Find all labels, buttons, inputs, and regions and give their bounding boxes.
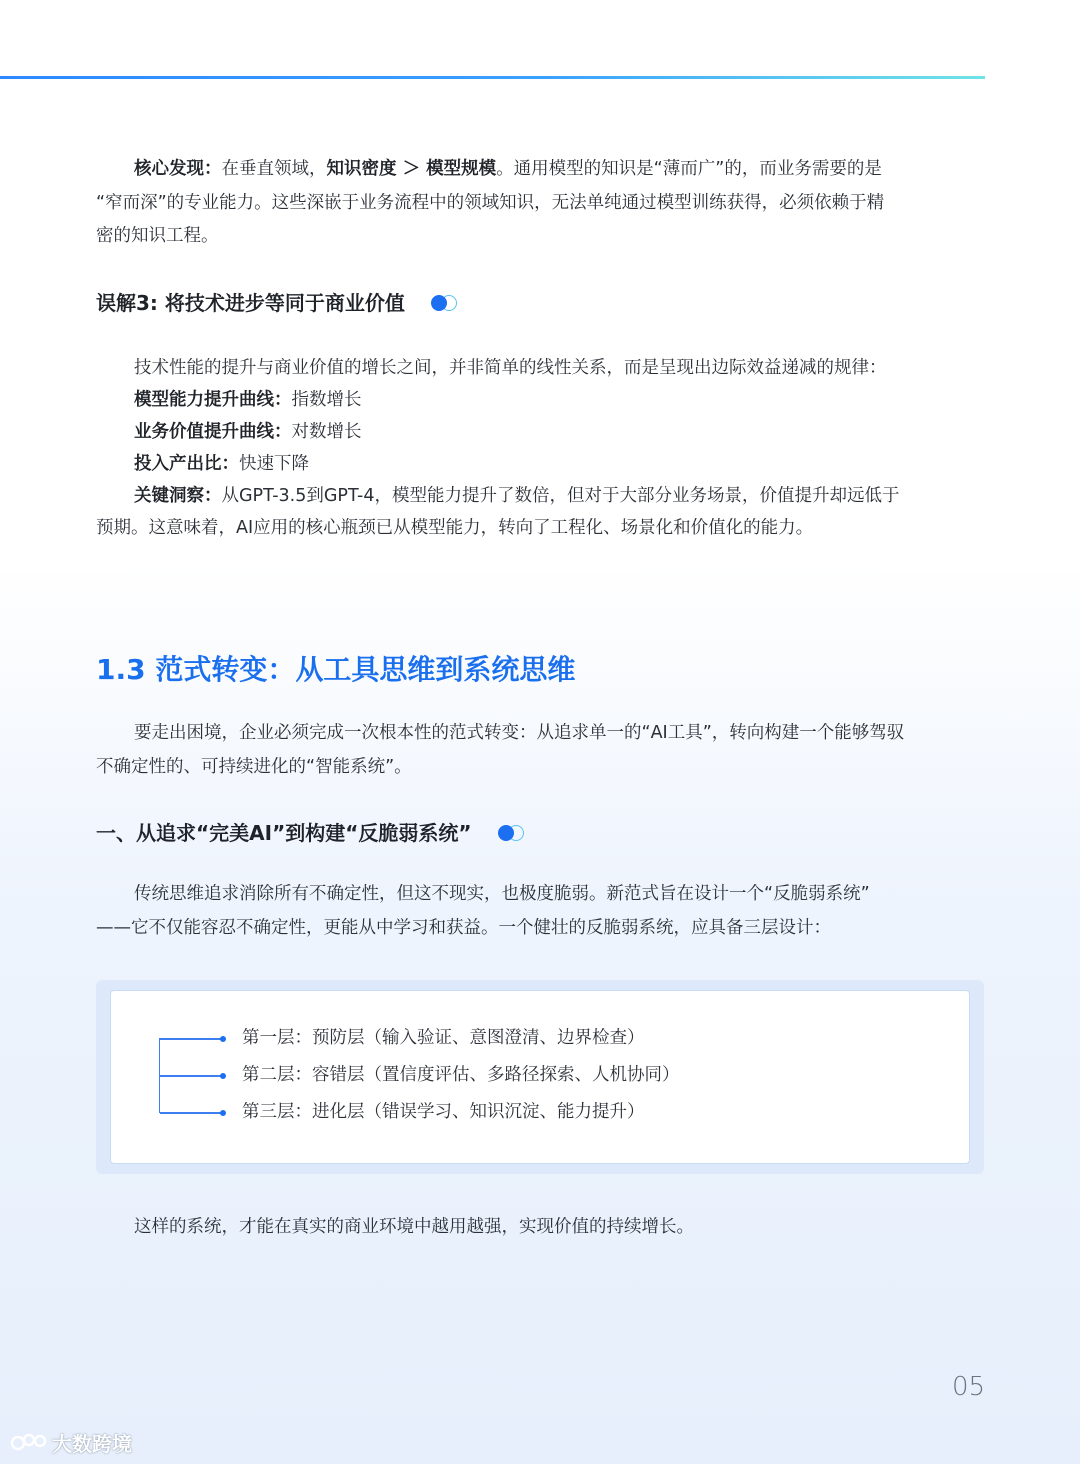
layer-item: 第二层：容错层（置信度评估、多路径探索、人机协同） [242,1065,680,1085]
layers-bracket [159,1038,224,1113]
core-finding-label: 核心发现： [134,159,222,179]
toggle-icon [498,824,526,842]
layer-item: 第一层：预防层（输入验证、意图澄清、边界检查） [242,1028,645,1048]
core-finding-paragraph: 核心发现：在垂直领域，知识密度 ＞ 模型规模。通用模型的知识是“薄而广”的，而业务需要的是 “窄而深”的专业能力。这些深嵌于业务流程中的领域知识，无法单纯通过模型训练获得，必须依赖于精 密的知识工程。 [96,159,885,246]
toggle-icon [431,294,459,312]
watermark: 大数跨境 [10,1428,132,1457]
header-divider [0,76,985,79]
closing-sentence: 这样的系统，才能在真实的商业环境中越用越强，实现价值的持续增长。 [134,1217,694,1237]
myth3-heading: 误解3: 将技术进步等同于商业价值 [96,288,459,318]
insight-label: 关键洞察： [134,486,222,506]
section-intro: 要走出困境，企业必须完成一次根本性的范式转变：从追求单一的“AI工具”，转向构建一个能够驾驭 不确定性的、可持续进化的“智能系统”。 [96,723,905,777]
subsection-heading: 一、从追求“完美AI”到构建“反脆弱系统” [96,818,526,848]
subsection-body: 传统思维追求消除所有不确定性，但这不现实，也极度脆弱。新范式旨在设计一个“反脆弱系统” ——它不仅能容忍不确定性，更能从中学习和获益。一个健壮的反脆弱系统，应具备三层设计： [96,884,870,938]
layer-item: 第三层：进化层（错误学习、知识沉淀、能力提升） [242,1102,645,1122]
bullet-dot-icon [220,1110,226,1116]
section-title: 1.3 范式转变：从工具思维到系统思维 [96,653,576,686]
core-finding-emphasis: 知识密度 ＞ 模型规模 [326,159,497,179]
myth3-body: 技术性能的提升与商业价值的增长之间，并非简单的线性关系，而是呈现出边际效益递减的规律： 模型能力提升曲线：指数增长 业务价值提升曲线：对数增长 投入产出比：快速下降 关键洞察：从GPT-3.5到GPT-4，模型能力提升了数倍，但对于大部分业务场景，价值提升却远低于 预期。这意味着，AI应用的核心瓶颈已从模型能力，转向了工程化、场景化和价值化的能力。 [96,358,900,538]
page-number: 05 [952,1372,986,1402]
bullet-dot-icon [220,1036,226,1042]
watermark-logo-icon [10,1431,48,1455]
bullet-dot-icon [220,1073,226,1079]
